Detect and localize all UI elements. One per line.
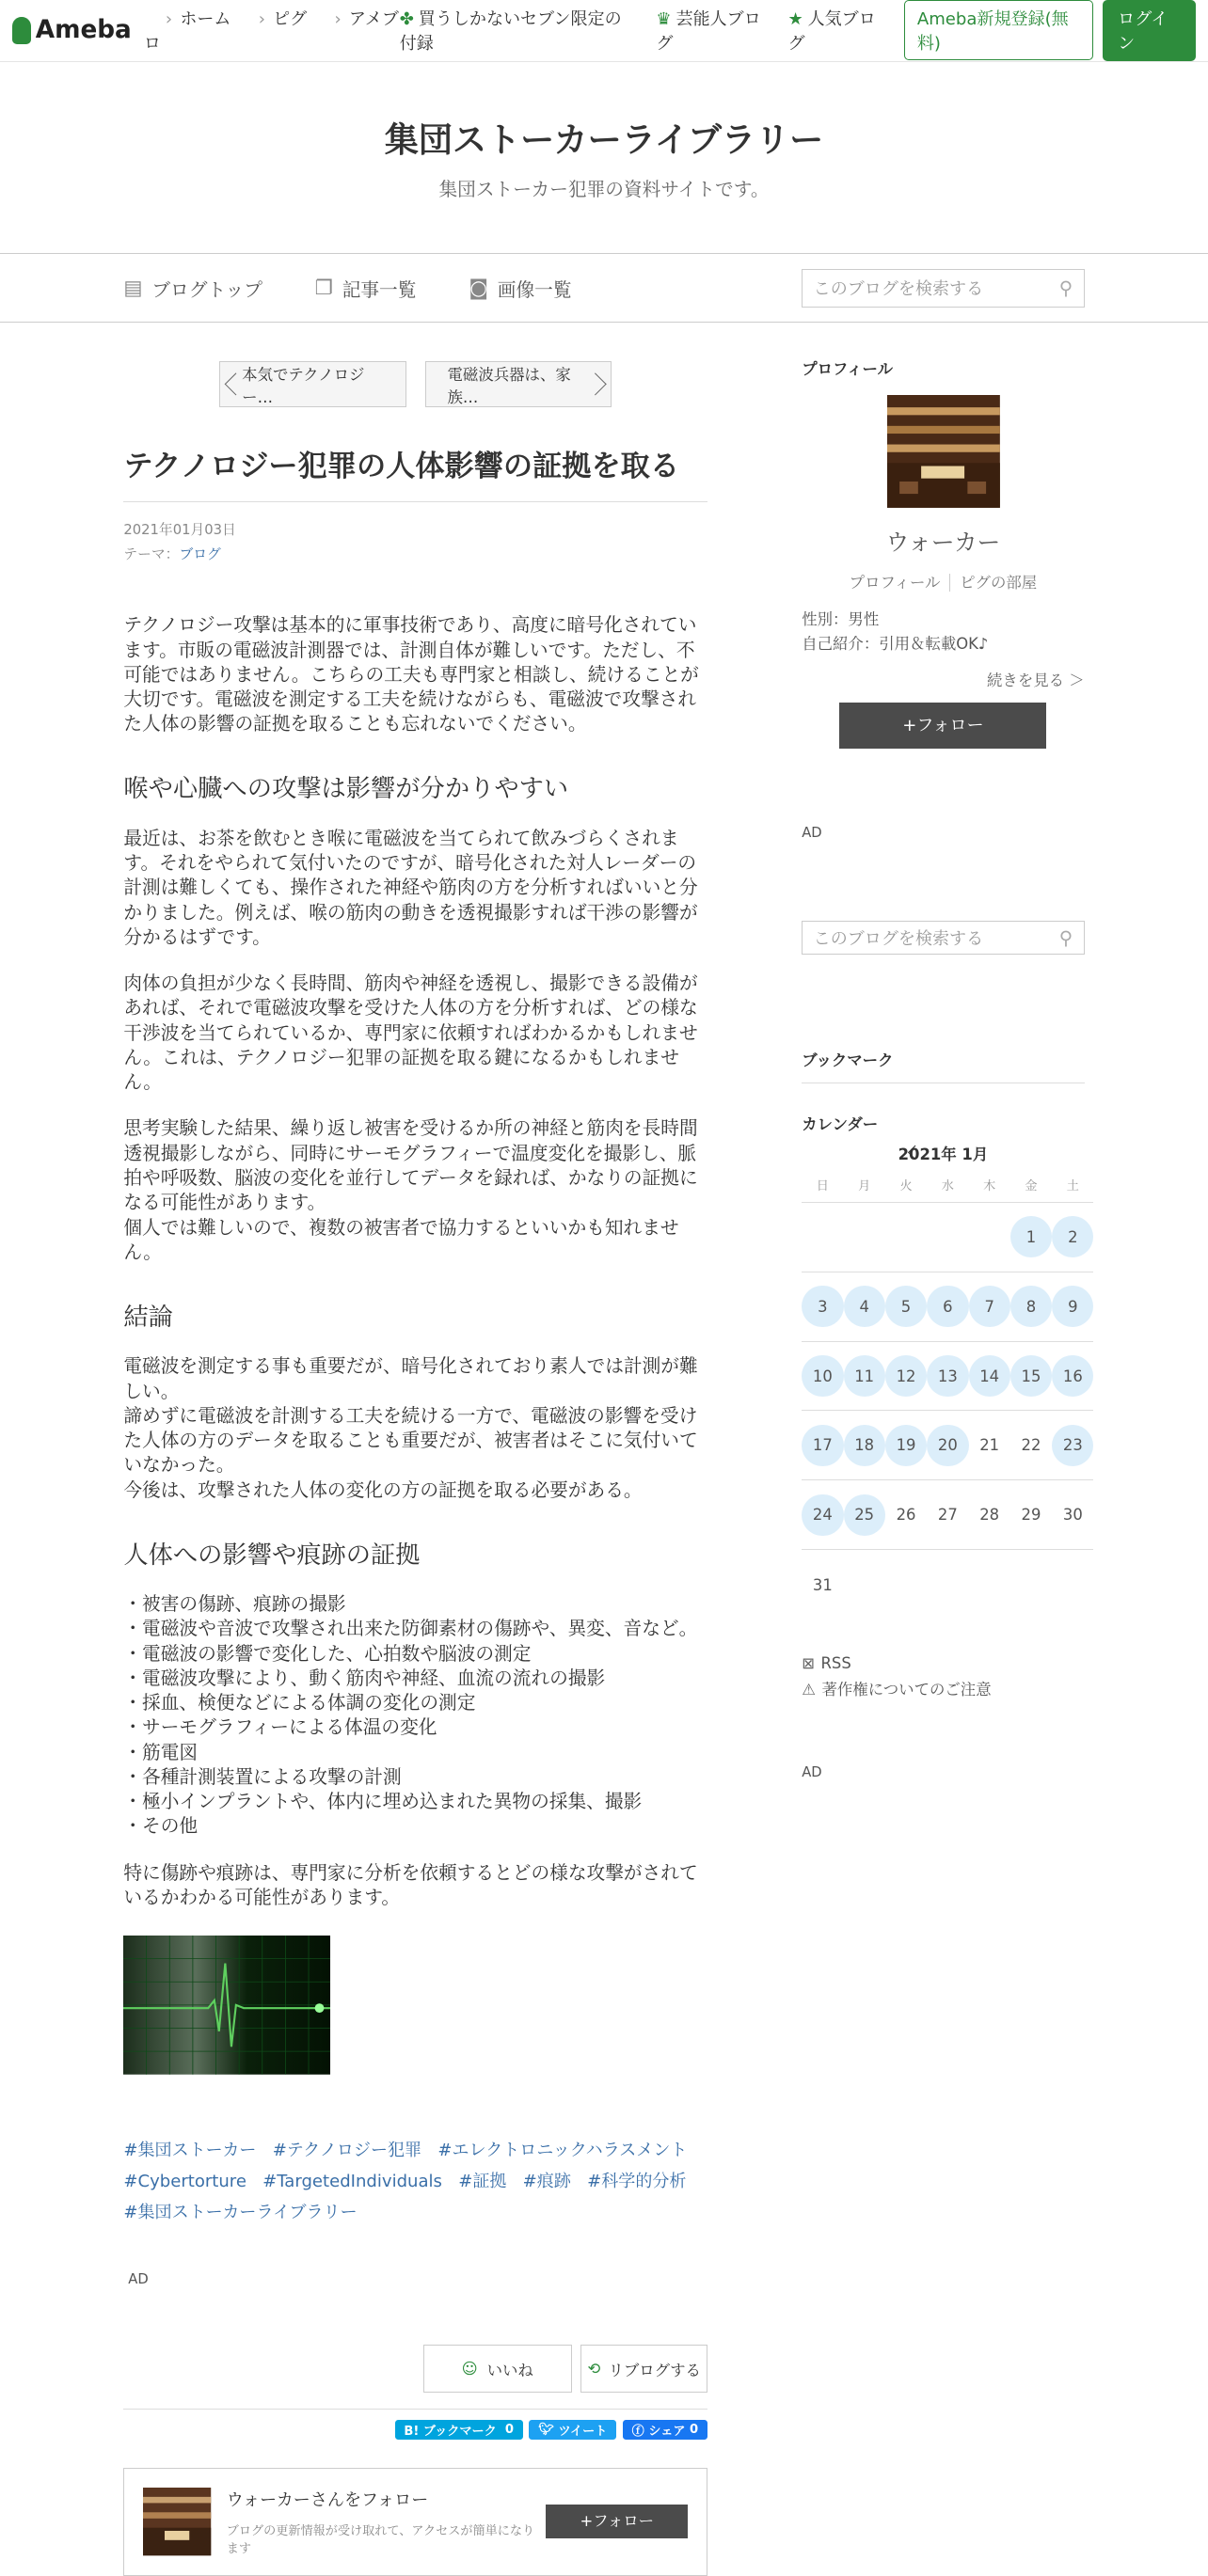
bookmark-heading: ブックマーク bbox=[802, 1048, 1084, 1083]
list-item: ・電磁波の影響で変化した、心拍数や脳波の測定 bbox=[123, 1642, 532, 1665]
calendar-weekday: 水 bbox=[927, 1172, 968, 1203]
camera-icon: ◙ bbox=[469, 276, 488, 300]
blog-title[interactable]: 集団ストーカーライブラリー bbox=[384, 119, 824, 160]
calendar-day bbox=[844, 1203, 885, 1272]
reblog-button[interactable]: ⟲ リブログする bbox=[580, 2345, 707, 2393]
blog-nav bbox=[0, 253, 1208, 323]
article-date: 2021年01月03日 bbox=[123, 521, 236, 538]
calendar-day[interactable]: 27 bbox=[927, 1480, 968, 1550]
calendar-day[interactable]: 17 bbox=[802, 1411, 843, 1480]
follow-box bbox=[123, 2468, 707, 2576]
register-button[interactable]: Ameba新規登録(無料) bbox=[904, 0, 1093, 60]
calendar-day bbox=[927, 1203, 968, 1272]
list-item: ・電磁波や音波で攻撃され出来た防御素材の傷跡や、異変、音など。 bbox=[123, 1618, 698, 1640]
calendar-day[interactable]: 19 bbox=[885, 1411, 927, 1480]
nav-blog-top[interactable]: ▤ ブログトップ bbox=[123, 276, 262, 301]
login-button[interactable]: ログイン bbox=[1103, 0, 1196, 61]
ameba-logo-icon bbox=[12, 17, 31, 45]
calendar-weekday: 月 bbox=[844, 1172, 885, 1203]
calendar-day[interactable]: 15 bbox=[1010, 1342, 1052, 1412]
blog-search-input[interactable]: このブログを検索する ⚲ bbox=[802, 269, 1084, 308]
paragraph: 肉体の負担が少なく長時間、筋肉や神経を透視し、撮影できる設備があれば、それで電磁波攻撃を受けた人体の方を分析すれば、どの様な干渉波を当てられているか、専門家に依頼すればわかるかもしれません。これは、テクノロジー犯罪の証拠を取る鍵になるかもしれません。 bbox=[123, 972, 698, 1094]
calendar-weekday: 金 bbox=[1010, 1172, 1052, 1203]
calendar-day[interactable]: 23 bbox=[1052, 1411, 1093, 1480]
smile-icon: ☺ bbox=[461, 2360, 478, 2378]
calendar-heading: カレンダー bbox=[802, 1114, 879, 1133]
calendar-day bbox=[969, 1203, 1010, 1272]
hashtags bbox=[123, 2136, 707, 2229]
profile-name[interactable]: ウォーカー bbox=[885, 528, 1001, 556]
profile-links bbox=[802, 570, 1084, 593]
copyright-link[interactable]: ⚠ 著作権についてのご注意 bbox=[802, 1680, 992, 1699]
hashtag[interactable]: #集団ストーカー bbox=[123, 2140, 257, 2160]
list-item: ・被害の傷跡、痕跡の撮影 bbox=[123, 1593, 346, 1616]
search-icon[interactable]: ⚲ bbox=[1058, 926, 1073, 949]
nav-pigg[interactable]: › ピグ bbox=[259, 9, 308, 29]
calendar-month: 2021年 1月 bbox=[898, 1145, 989, 1163]
calendar-day[interactable]: 28 bbox=[969, 1480, 1010, 1550]
article-pager bbox=[123, 361, 707, 407]
list-item: ・極小インプラントや、体内に埋め込まれた異物の採集、撮影 bbox=[123, 1791, 643, 1813]
facebook-share-button[interactable]: ⓕ シェア 0 bbox=[623, 2420, 707, 2440]
hashtag[interactable]: #Cybertorture bbox=[123, 2171, 246, 2191]
facebook-icon: ⓕ bbox=[631, 2425, 644, 2440]
nav-image-list[interactable]: ◙ 画像一覧 bbox=[469, 276, 572, 301]
sidebar-links bbox=[802, 1651, 1084, 1703]
rss-icon: ⊠ bbox=[802, 1653, 815, 1672]
calendar-day[interactable]: 3 bbox=[802, 1272, 843, 1342]
calendar-day[interactable]: 18 bbox=[844, 1411, 885, 1480]
profile-avatar[interactable] bbox=[802, 395, 1084, 508]
twitter-bird-icon: 🐦︎ bbox=[538, 2423, 554, 2438]
calendar-day[interactable]: 10 bbox=[802, 1342, 843, 1412]
list-item: ・採血、検便などによる体調の変化の測定 bbox=[123, 1692, 476, 1715]
calendar-day[interactable]: 22 bbox=[1010, 1411, 1052, 1480]
nav-ameblo[interactable]: › アメブロ bbox=[144, 9, 399, 54]
calendar-header bbox=[802, 1142, 1084, 1164]
blog-header bbox=[0, 62, 1208, 254]
avatar[interactable] bbox=[143, 2488, 211, 2555]
ad-label: AD bbox=[128, 2271, 149, 2288]
sidebar-follow-button[interactable]: +フォロー bbox=[839, 703, 1046, 749]
calendar-day[interactable]: 4 bbox=[844, 1272, 885, 1342]
calendar-day[interactable]: 16 bbox=[1052, 1342, 1093, 1412]
calendar-day[interactable]: 2 bbox=[1052, 1203, 1093, 1272]
paragraph: 電磁波を測定する事も重要だが、暗号化されており素人では計測が難しい。 諦めずに電磁波を計測する工夫を続ける一方で、電磁波の影響を受けた人体の方のデータを取ることも重要だが、被害者はそこに気付いていなかった。 今後は、攻撃された人体の変化の方の証拠を取る必要がある。 bbox=[123, 1355, 698, 1501]
article-theme: テーマ：ブログ bbox=[123, 545, 221, 562]
copy-icon: ❐ bbox=[314, 276, 333, 300]
calendar-day[interactable]: 9 bbox=[1052, 1272, 1093, 1342]
link-celeb[interactable]: ♛ 芸能人ブログ bbox=[656, 9, 761, 55]
sidebar bbox=[802, 323, 1084, 2576]
hashtag[interactable]: #科学的分析 bbox=[587, 2171, 687, 2191]
calendar-day[interactable]: 24 bbox=[802, 1480, 843, 1550]
hashtag[interactable]: #集団ストーカーライブラリー bbox=[123, 2202, 358, 2222]
profile-more-link[interactable]: 続きを見る ＞ bbox=[987, 672, 1085, 690]
sidebar-search-input[interactable]: このブログを検索する ⚲ bbox=[802, 921, 1084, 955]
pigg-room-link[interactable]: ピグの部屋 bbox=[949, 574, 1046, 592]
section-heading: 結論 bbox=[123, 1303, 173, 1332]
article-title[interactable]: テクノロジー犯罪の人体影響の証拠を取る bbox=[123, 448, 707, 502]
rss-link[interactable]: ⊠ RSS bbox=[802, 1653, 851, 1672]
calendar-day[interactable]: 25 bbox=[844, 1480, 885, 1550]
hashtag[interactable]: #証拠 bbox=[458, 2171, 507, 2191]
sidebar-ad-label: AD bbox=[802, 1764, 822, 1781]
calendar-day[interactable]: 11 bbox=[844, 1342, 885, 1412]
profile-intro: 自己紹介：引用＆転載OK♪ bbox=[802, 635, 989, 654]
search-icon[interactable]: ⚲ bbox=[1058, 277, 1073, 299]
calendar-day[interactable]: 26 bbox=[885, 1480, 927, 1550]
article-body bbox=[123, 613, 707, 1910]
list-item: ・サーモグラフィーによる体温の変化 bbox=[123, 1716, 437, 1739]
next-article-link[interactable]: 電磁波兵器は、家族… bbox=[425, 361, 612, 407]
profile-info bbox=[802, 608, 1084, 657]
evidence-list bbox=[123, 1592, 707, 1840]
calendar-day[interactable]: 14 bbox=[969, 1342, 1010, 1412]
calendar-day[interactable]: 6 bbox=[927, 1272, 968, 1342]
clover-icon: ✤ bbox=[399, 9, 414, 30]
calendar-weekday: 木 bbox=[969, 1172, 1010, 1203]
follow-title: ウォーカーさんをフォロー bbox=[226, 2490, 429, 2511]
article-meta bbox=[123, 518, 707, 568]
reblog-icon: ⟲ bbox=[587, 2360, 601, 2378]
follow-button[interactable]: +フォロー bbox=[546, 2505, 688, 2538]
calendar-day[interactable]: 13 bbox=[927, 1342, 968, 1412]
calendar-weekday: 火 bbox=[885, 1172, 927, 1203]
calendar-day[interactable]: 5 bbox=[885, 1272, 927, 1342]
warning-icon: ⚠ bbox=[802, 1680, 816, 1699]
heartbeat-image[interactable] bbox=[123, 1936, 330, 2075]
calendar-day[interactable]: 12 bbox=[885, 1342, 927, 1412]
section-heading: 喉や心臓への攻撃は影響が分かりやすい bbox=[123, 775, 569, 804]
calendar bbox=[802, 1112, 1084, 1620]
hashtag[interactable]: #エレクトロニックハラスメント bbox=[437, 2140, 688, 2160]
calendar-weekday: 土 bbox=[1052, 1172, 1093, 1203]
calendar-day[interactable]: 20 bbox=[927, 1411, 968, 1480]
global-nav bbox=[144, 6, 400, 55]
tweet-button[interactable]: 🐦︎ ツイート bbox=[529, 2420, 616, 2440]
calendar-day bbox=[885, 1203, 927, 1272]
crown-icon: ♛ bbox=[656, 9, 672, 30]
calendar-day[interactable]: 7 bbox=[969, 1272, 1010, 1342]
calendar-grid bbox=[802, 1172, 1084, 1620]
blog-description: 集団ストーカー犯罪の資料サイトです。 bbox=[438, 178, 770, 200]
link-popular[interactable]: ★ 人気ブログ bbox=[787, 9, 876, 55]
paragraph: 特に傷跡や痕跡は、専門家に分析を依頼するとどの様な攻撃がされているかわかる可能性があります。 bbox=[123, 1861, 698, 1908]
calendar-day[interactable]: 30 bbox=[1052, 1480, 1093, 1550]
calendar-day[interactable]: 31 bbox=[812, 1575, 833, 1594]
hashtag[interactable]: #テクノロジー犯罪 bbox=[272, 2140, 422, 2160]
profile-heading: プロフィール bbox=[802, 360, 893, 379]
nav-home[interactable]: › ホーム bbox=[166, 9, 231, 29]
calendar-day bbox=[802, 1203, 843, 1272]
share-buttons bbox=[123, 2420, 707, 2440]
article-actions bbox=[123, 2345, 707, 2409]
hashtag[interactable]: #痕跡 bbox=[522, 2171, 571, 2191]
sidebar-ad-label: AD bbox=[802, 824, 822, 841]
like-button[interactable]: ☺ いいね bbox=[423, 2345, 572, 2393]
follow-description: ブログの更新情報が受け取れて、アクセスが簡単になります bbox=[226, 2524, 535, 2557]
list-item: ・電磁波攻撃により、動く筋肉や神経、血流の流れの撮影 bbox=[123, 1667, 606, 1689]
paragraph: 最近は、お茶を飲むとき喉に電磁波を当てられて飲みづらくされます。それをやられて気付いたのですが、暗号化された対人レーダーの計測は難しくても、操作された神経や筋肉の方を分析すればいいと分かりました。例えば、喉の筋肉の動きを透視撮影すれば干渉の影響が分かるはずです。 bbox=[123, 827, 698, 948]
list-item: ・その他 bbox=[123, 1815, 199, 1838]
profile-gender: 性別：男性 bbox=[802, 610, 880, 629]
calendar-day[interactable]: 29 bbox=[1010, 1480, 1052, 1550]
link-seven[interactable]: ✤ 買うしかないセブン限定の付録 bbox=[399, 9, 622, 55]
prev-article-link[interactable]: 本気でテクノロジー… bbox=[219, 361, 406, 407]
nav-entry-list[interactable]: ❐ 記事一覧 bbox=[314, 276, 417, 301]
document-icon: ▤ bbox=[123, 276, 143, 300]
profile-link[interactable]: プロフィール bbox=[849, 573, 941, 592]
global-right bbox=[400, 0, 1196, 61]
calendar-day[interactable]: 1 bbox=[1010, 1203, 1052, 1272]
hashtag[interactable]: #TargetedIndividuals bbox=[262, 2171, 442, 2191]
theme-link[interactable]: ブログ bbox=[179, 545, 221, 562]
section-heading: 人体への影響や痕跡の証拠 bbox=[123, 1541, 421, 1570]
star-icon: ★ bbox=[787, 9, 803, 30]
calendar-day[interactable]: 8 bbox=[1010, 1272, 1052, 1342]
list-item: ・筋電図 bbox=[123, 1741, 199, 1763]
follow-text bbox=[227, 2487, 547, 2556]
global-header bbox=[0, 0, 1208, 62]
hatena-bookmark-button[interactable]: B! ブックマーク 0 bbox=[395, 2420, 523, 2440]
ameba-logo[interactable]: Ameba bbox=[12, 16, 132, 44]
list-item: ・各種計測装置による攻撃の計測 bbox=[123, 1765, 402, 1788]
paragraph: 思考実験した結果、繰り返し被害を受けるか所の神経と筋肉を長時間透視撮影しながら、同時にサーモグラフィーで温度変化を撮影し、脈拍や呼吸数、脳波の変化を並行してデータを録れば、かなりの証拠になる可能性があります。 個人では難しいので、複数の被害者で協力するといいかも知れません。 bbox=[123, 1117, 698, 1263]
calendar-day[interactable]: 21 bbox=[969, 1411, 1010, 1480]
paragraph: テクノロジー攻撃は基本的に軍事技術であり、高度に暗号化されています。市販の電磁波計測器では、計測自体が難しいです。ただし、不可能ではありません。こちらの工夫も専門家と相談し、続けることが大切です。電磁波を測定する工夫を続けながらも、電磁波で攻撃された人体の影響の証拠を取ることも忘れないでください。 bbox=[123, 614, 699, 735]
calendar-weekday: 日 bbox=[802, 1172, 843, 1203]
article-column bbox=[123, 323, 707, 2576]
